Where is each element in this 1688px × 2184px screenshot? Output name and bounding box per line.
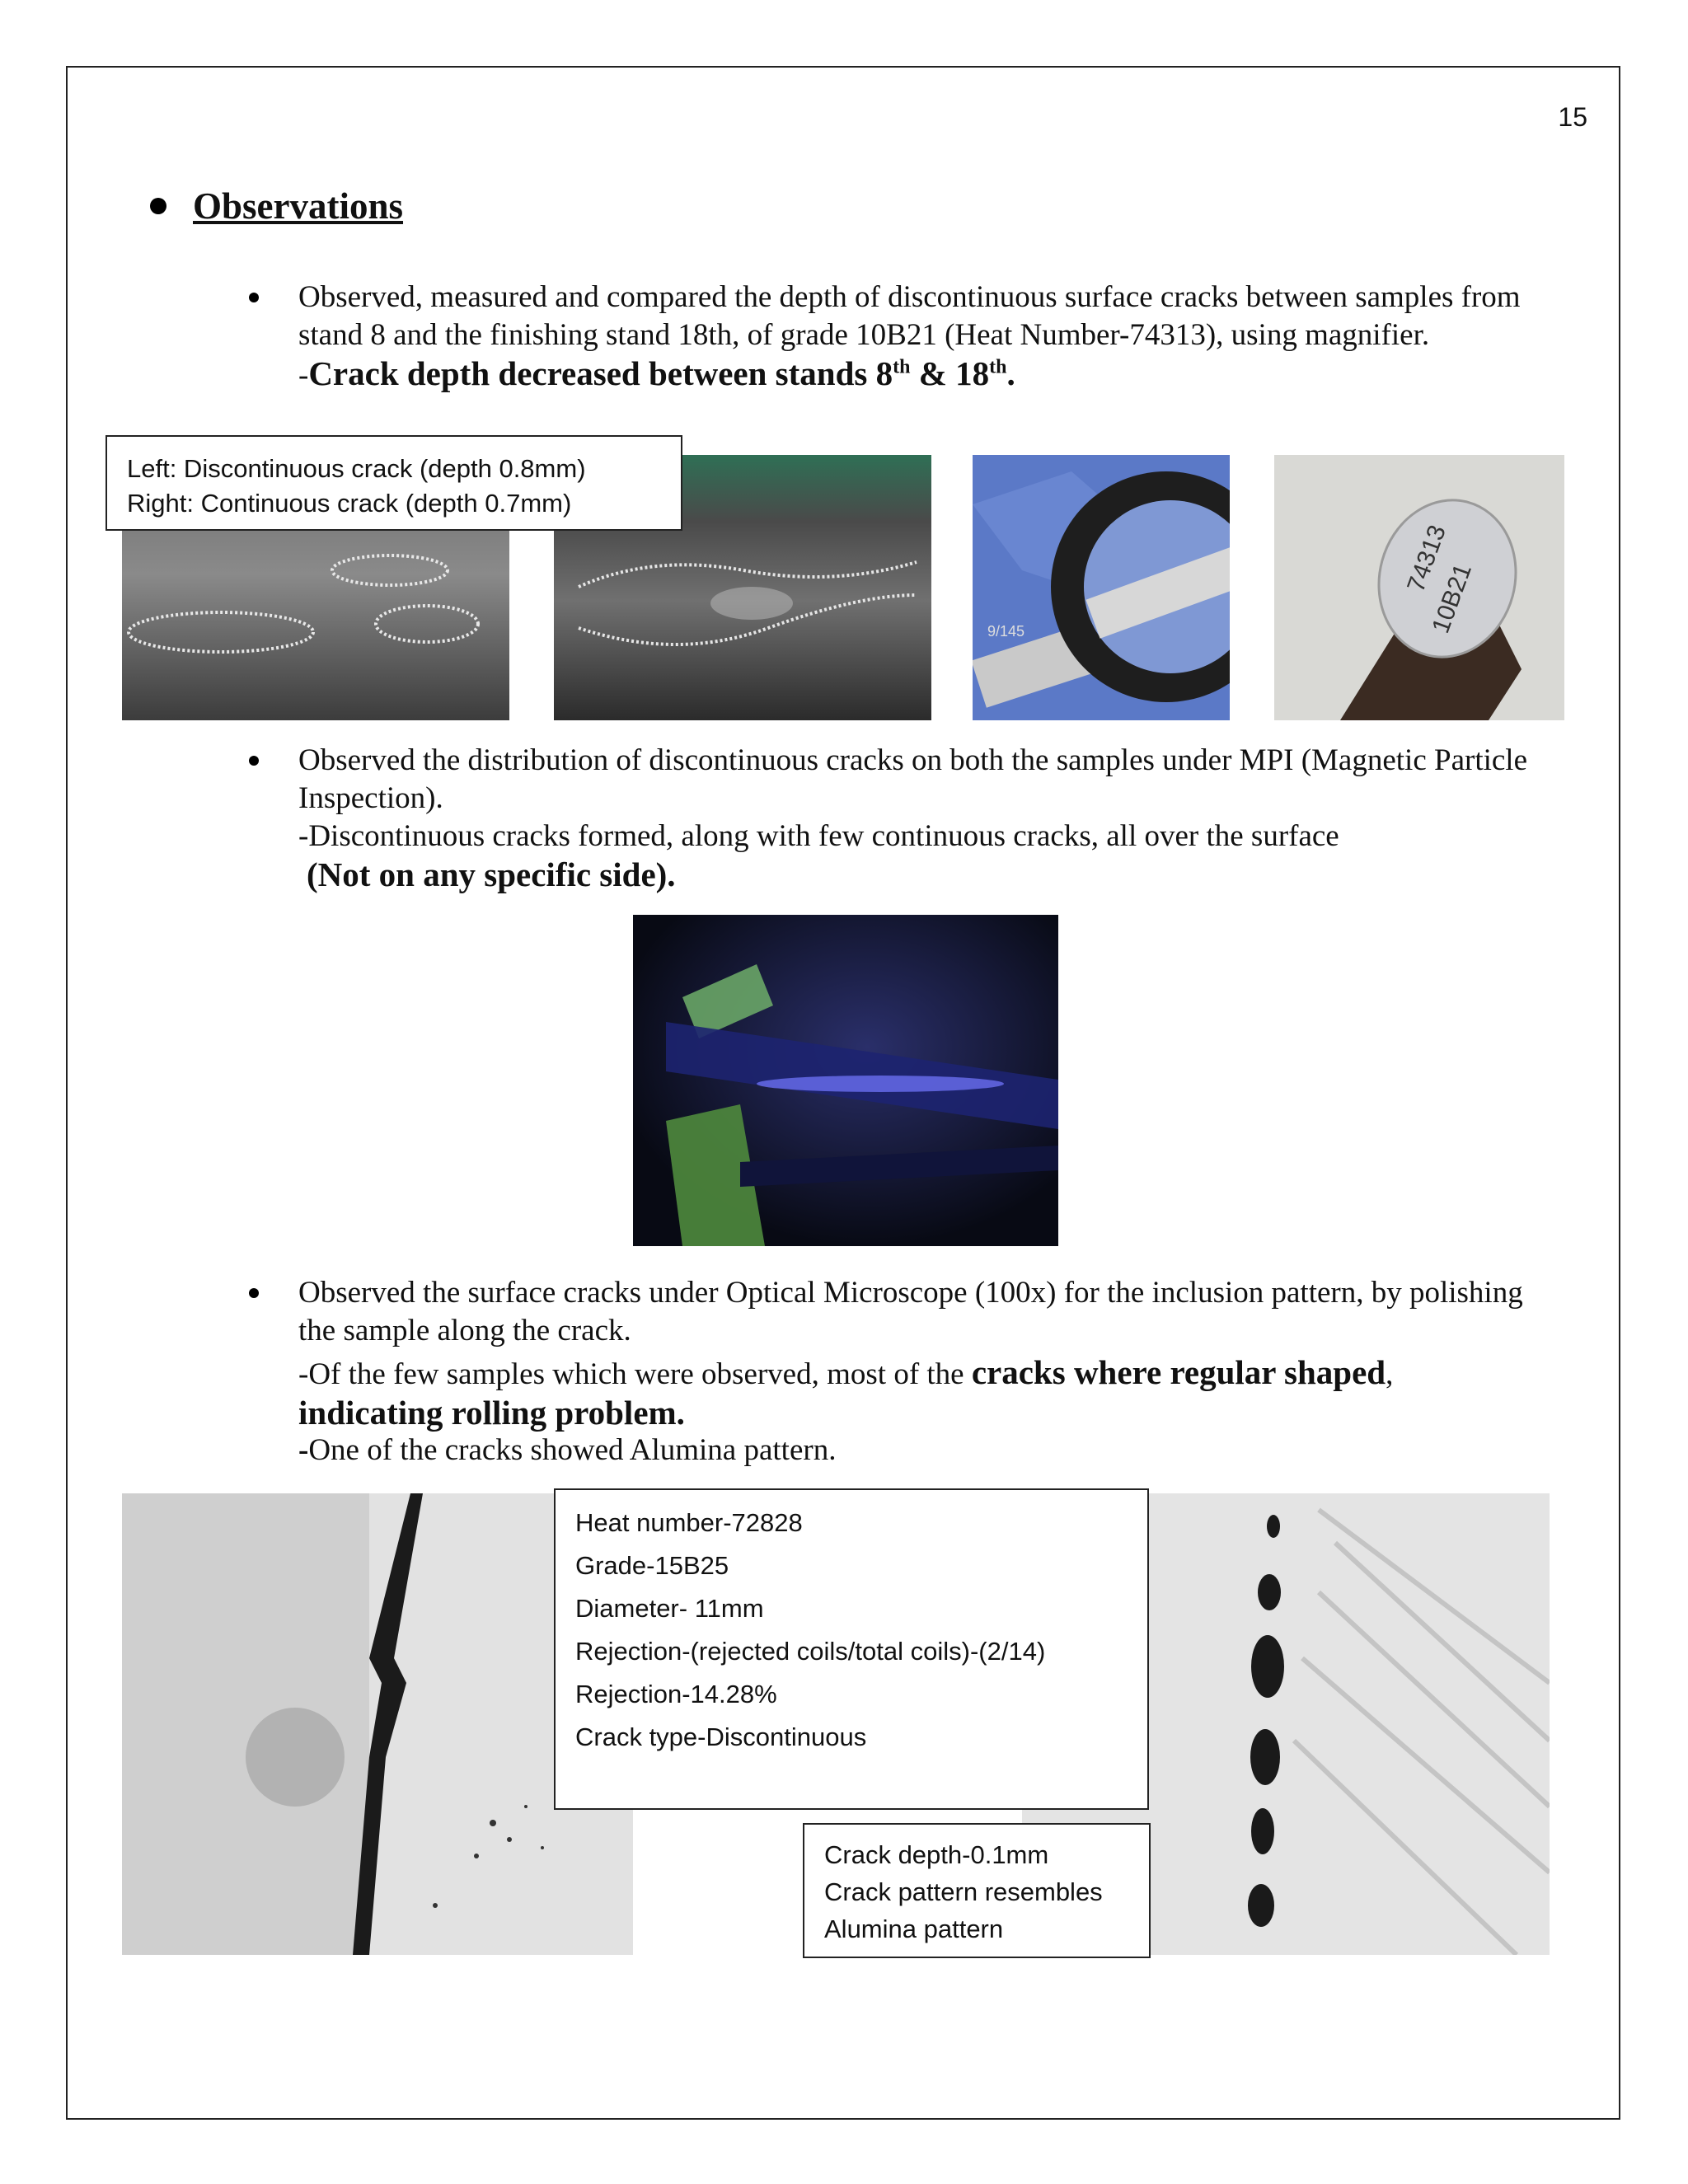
observations-heading: [150, 185, 403, 227]
sample-photo-end-face: [1274, 455, 1564, 720]
sample-details-callout: [554, 1488, 1149, 1810]
callout-line: Diameter- 11mm: [575, 1594, 764, 1623]
observation-item-microscope: [249, 1274, 1568, 1469]
crack-pattern-callout: [803, 1823, 1151, 1958]
photo-label: 9/145: [987, 623, 1025, 640]
heading-bullet: [150, 198, 166, 214]
photo-label: 10B21: [1427, 560, 1477, 637]
observation-note: -Discontinuous cracks formed, along with few continuous cracks, all over the surface: [298, 819, 1339, 853]
callout-line: Alumina pattern: [824, 1915, 1004, 1943]
callout-line: Grade-15B25: [575, 1551, 729, 1580]
observation-line: -One of the cracks showed Alumina pattern.: [298, 1433, 837, 1467]
observation-item-mpi: [249, 742, 1568, 893]
sample-photo-magnifier: [973, 455, 1230, 720]
observation-text: Observed, measured and compared the depth of discontinuous surface cracks between samples from stand 8 and the finishing stand 18th, of grade 10B21 (Heat Number-74313), using magnifier.: [298, 280, 1521, 352]
observation-line: -Of the few samples which were observed, most of the cracks where regular shaped,: [298, 1353, 1394, 1391]
page-number: 15: [1558, 102, 1587, 132]
observation-item-magnifier: [249, 279, 1568, 395]
mpi-uv-photo: [633, 915, 1058, 1246]
callout-line: Left: Discontinuous crack (depth 0.8mm): [127, 454, 586, 483]
crack-depth-callout: [106, 435, 682, 531]
result-bold: Crack depth decreased between stands 8th & 18th.: [308, 354, 1015, 392]
observation-text: Observed the surface cracks under Optical Microscope (100x) for the inclusion pattern, by polishing the sample along the crack.: [298, 1276, 1523, 1347]
callout-line: Crack pattern resembles: [824, 1877, 1103, 1906]
bullet-dot: [249, 756, 259, 766]
bullet-dot: [249, 1288, 259, 1298]
photo-label: 74313: [1402, 521, 1451, 596]
heading-text: Observations: [193, 185, 404, 227]
callout-line: Rejection-14.28%: [575, 1680, 777, 1708]
bullet-dot: [249, 293, 259, 302]
callout-line: Crack depth-0.1mm: [824, 1840, 1049, 1869]
callout-line: Rejection-(rejected coils/total coils)-(2/14): [575, 1637, 1046, 1666]
observation-text: Observed the distribution of discontinuous cracks on both the samples under MPI (Magnetic Particle Inspection).: [298, 743, 1528, 815]
observation-emphasis: (Not on any specific side).: [307, 855, 676, 893]
observation-conclusion: indicating rolling problem.: [298, 1394, 685, 1432]
callout-line: Crack type-Discontinuous: [575, 1722, 867, 1751]
observation-result: -Crack depth decreased between stands 8th & 18th.: [298, 354, 1015, 392]
callout-line: Right: Continuous crack (depth 0.7mm): [127, 489, 572, 518]
callout-line: Heat number-72828: [575, 1508, 803, 1537]
